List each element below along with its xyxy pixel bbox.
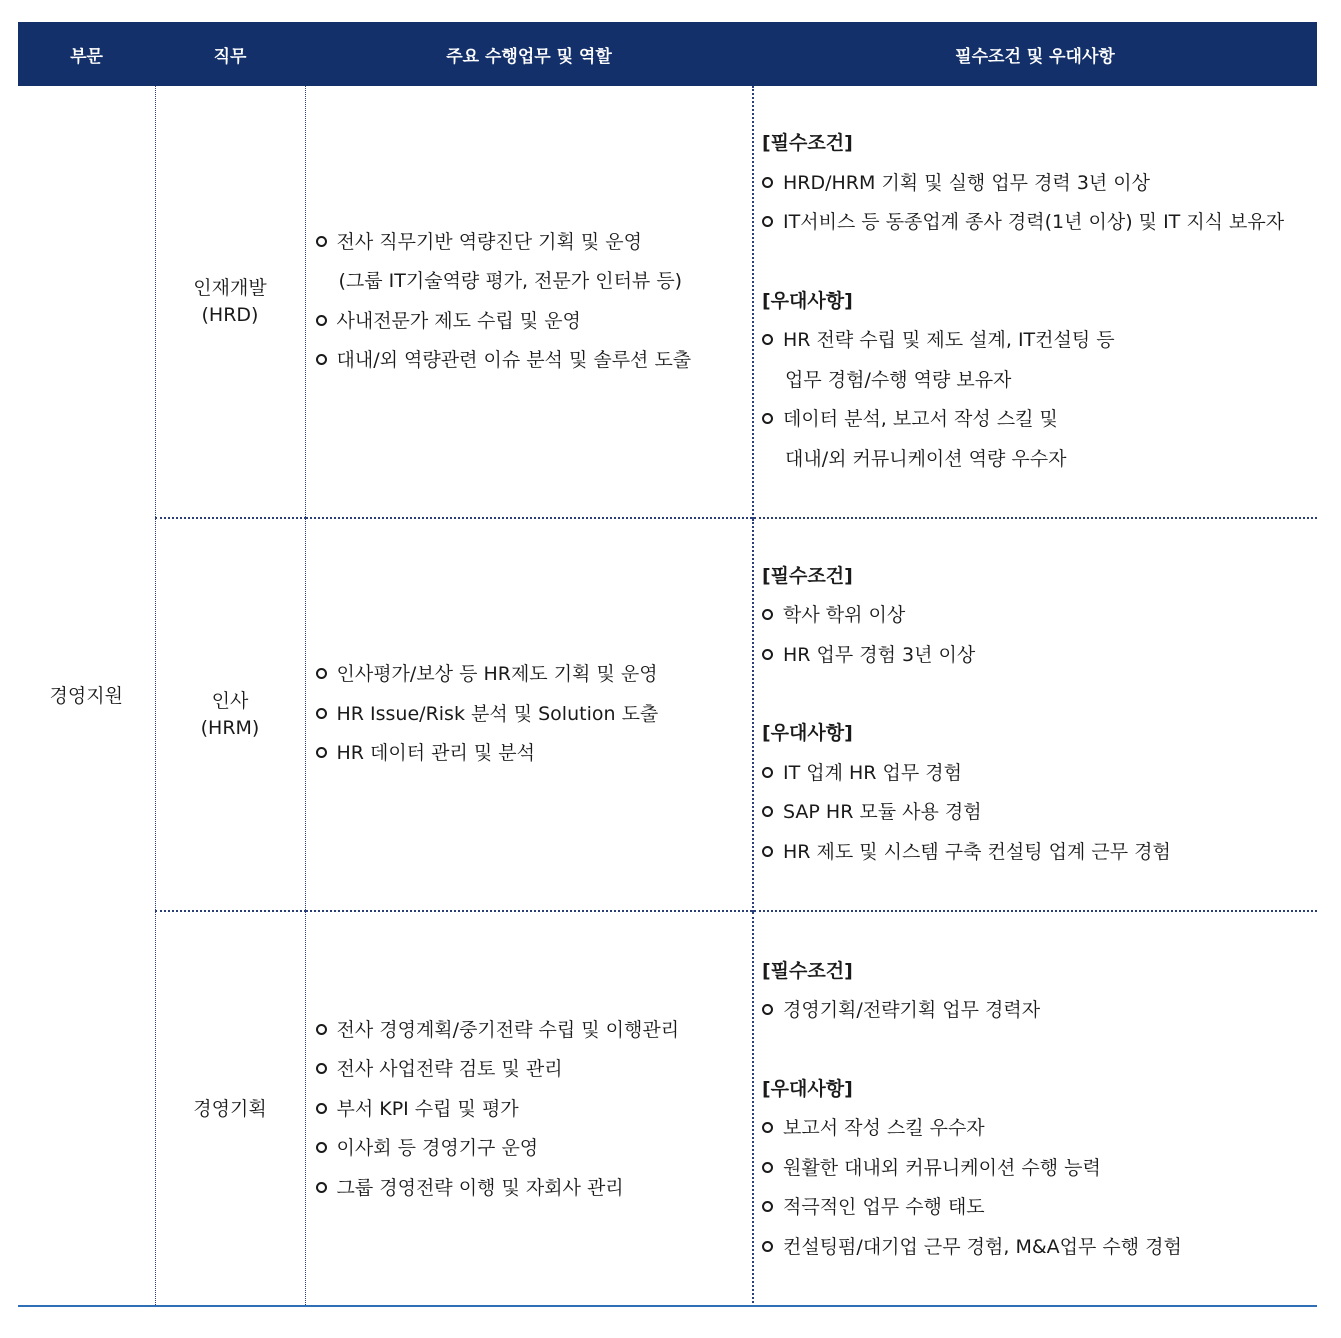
duty-item: HR 데이터 관리 및 분석 [316,734,753,774]
preferred-item: HR 전략 수립 및 제도 설계, IT컨설팅 등 [762,321,1317,361]
circle-bullet-icon [762,609,773,620]
table-row [18,911,1317,1307]
duty-item: 인사평가/보상 등 HR제도 기획 및 운영 [316,655,753,695]
division-cell: 경영지원 [18,86,155,1307]
requirements-cell [753,86,1317,518]
duty-item: 전사 직무기반 역량진단 기획 및 운영 [316,223,753,263]
circle-bullet-icon [316,747,327,758]
header-requirements: 필수조건 및 우대사항 [753,22,1317,86]
job-code: (HRD) [201,303,259,326]
table-row [18,518,1317,911]
preferred-item-continuation: 업무 경험/수행 역량 보유자 [785,368,1012,391]
circle-bullet-icon [762,846,773,857]
duty-item-continuation: (그룹 IT기술역량 평가, 전문가 인터뷰 등) [338,270,683,292]
preferred-item: IT 업계 HR 업무 경험 [762,754,1317,794]
required-heading: [필수조건] [762,564,853,587]
circle-bullet-icon [762,1004,773,1015]
preferred-heading: [우대사항] [762,1077,853,1100]
preferred-item: 컨설팅펌/대기업 근무 경험, M&A업무 수행 경험 [762,1228,1317,1268]
job-code: (HRM) [200,716,260,739]
circle-bullet-icon [762,413,773,424]
preferred-item: 원활한 대내외 커뮤니케이션 수행 능력 [762,1149,1317,1189]
circle-bullet-icon [316,668,327,679]
job-cell [155,518,305,911]
circle-bullet-icon [316,1024,327,1035]
requirements-cell [753,911,1317,1307]
preferred-heading: [우대사항] [762,722,853,745]
circle-bullet-icon [762,1122,773,1133]
circle-bullet-icon [316,1142,327,1153]
job-title: 경영기획 [193,1098,267,1120]
job-title: 인재개발 [193,276,267,299]
preferred-heading: [우대사항] [762,289,853,312]
circle-bullet-icon [316,1063,327,1074]
required-heading: [필수조건] [762,959,853,982]
duty-item: 사내전문가 제도 수립 및 운영 [316,302,753,342]
duty-item: 전사 사업전략 검토 및 관리 [316,1050,753,1090]
job-table-container [18,22,1317,1307]
circle-bullet-icon [762,767,773,778]
circle-bullet-icon [762,177,773,188]
job-title: 인사 [211,689,249,712]
preferred-item: 적극적인 업무 수행 태도 [762,1188,1317,1228]
preferred-item-continuation: 대내/외 커뮤니케이션 역량 우수자 [785,447,1067,470]
job-cell [155,911,305,1307]
circle-bullet-icon [762,216,773,227]
circle-bullet-icon [762,806,773,817]
table-row [18,86,1317,518]
circle-bullet-icon [316,1103,327,1114]
duty-item: 대내/외 역량관련 이슈 분석 및 솔루션 도출 [316,341,753,381]
required-item: 경영기획/전략기획 업무 경력자 [762,991,1317,1031]
job-table [18,22,1317,1307]
header-duties: 주요 수행업무 및 역할 [305,22,753,86]
circle-bullet-icon [762,334,773,345]
circle-bullet-icon [316,708,327,719]
required-item: 학사 학위 이상 [762,596,1317,636]
duty-item: 전사 경영계획/중기전략 수립 및 이행관리 [316,1011,753,1051]
preferred-item: 보고서 작성 스킬 우수자 [762,1109,1317,1149]
job-cell [155,86,305,518]
header-job: 직무 [155,22,305,86]
requirements-cell [753,518,1317,911]
circle-bullet-icon [762,1241,773,1252]
preferred-item: 데이터 분석, 보고서 작성 스킬 및 [762,400,1317,440]
duty-item: HR Issue/Risk 분석 및 Solution 도출 [316,695,753,735]
circle-bullet-icon [316,315,327,326]
section-gap [762,1031,1317,1070]
section-gap [762,243,1317,282]
table-header-row [18,22,1317,86]
required-heading: [필수조건] [762,132,853,154]
circle-bullet-icon [316,1182,327,1193]
required-item: HRD/HRM 기획 및 실행 업무 경력 3년 이상 [762,164,1317,204]
duty-item: 이사회 등 경영기구 운영 [316,1129,753,1169]
duties-cell [305,518,753,911]
preferred-item: SAP HR 모듈 사용 경험 [762,793,1317,833]
duty-item: 그룹 경영전략 이행 및 자회사 관리 [316,1169,753,1209]
circle-bullet-icon [762,649,773,660]
circle-bullet-icon [316,236,327,247]
header-division: 부문 [18,22,155,86]
required-item: IT서비스 등 동종업계 종사 경력(1년 이상) 및 IT 지식 보유자 [762,203,1317,243]
preferred-item: HR 제도 및 시스템 구축 컨설팅 업계 근무 경험 [762,833,1317,873]
section-gap [762,675,1317,714]
duties-cell [305,86,753,518]
circle-bullet-icon [762,1162,773,1173]
table-bottom-border [18,1305,1317,1307]
duties-cell [305,911,753,1307]
required-item: HR 업무 경험 3년 이상 [762,636,1317,676]
duty-item: 부서 KPI 수립 및 평가 [316,1090,753,1130]
circle-bullet-icon [762,1201,773,1212]
circle-bullet-icon [316,354,327,365]
